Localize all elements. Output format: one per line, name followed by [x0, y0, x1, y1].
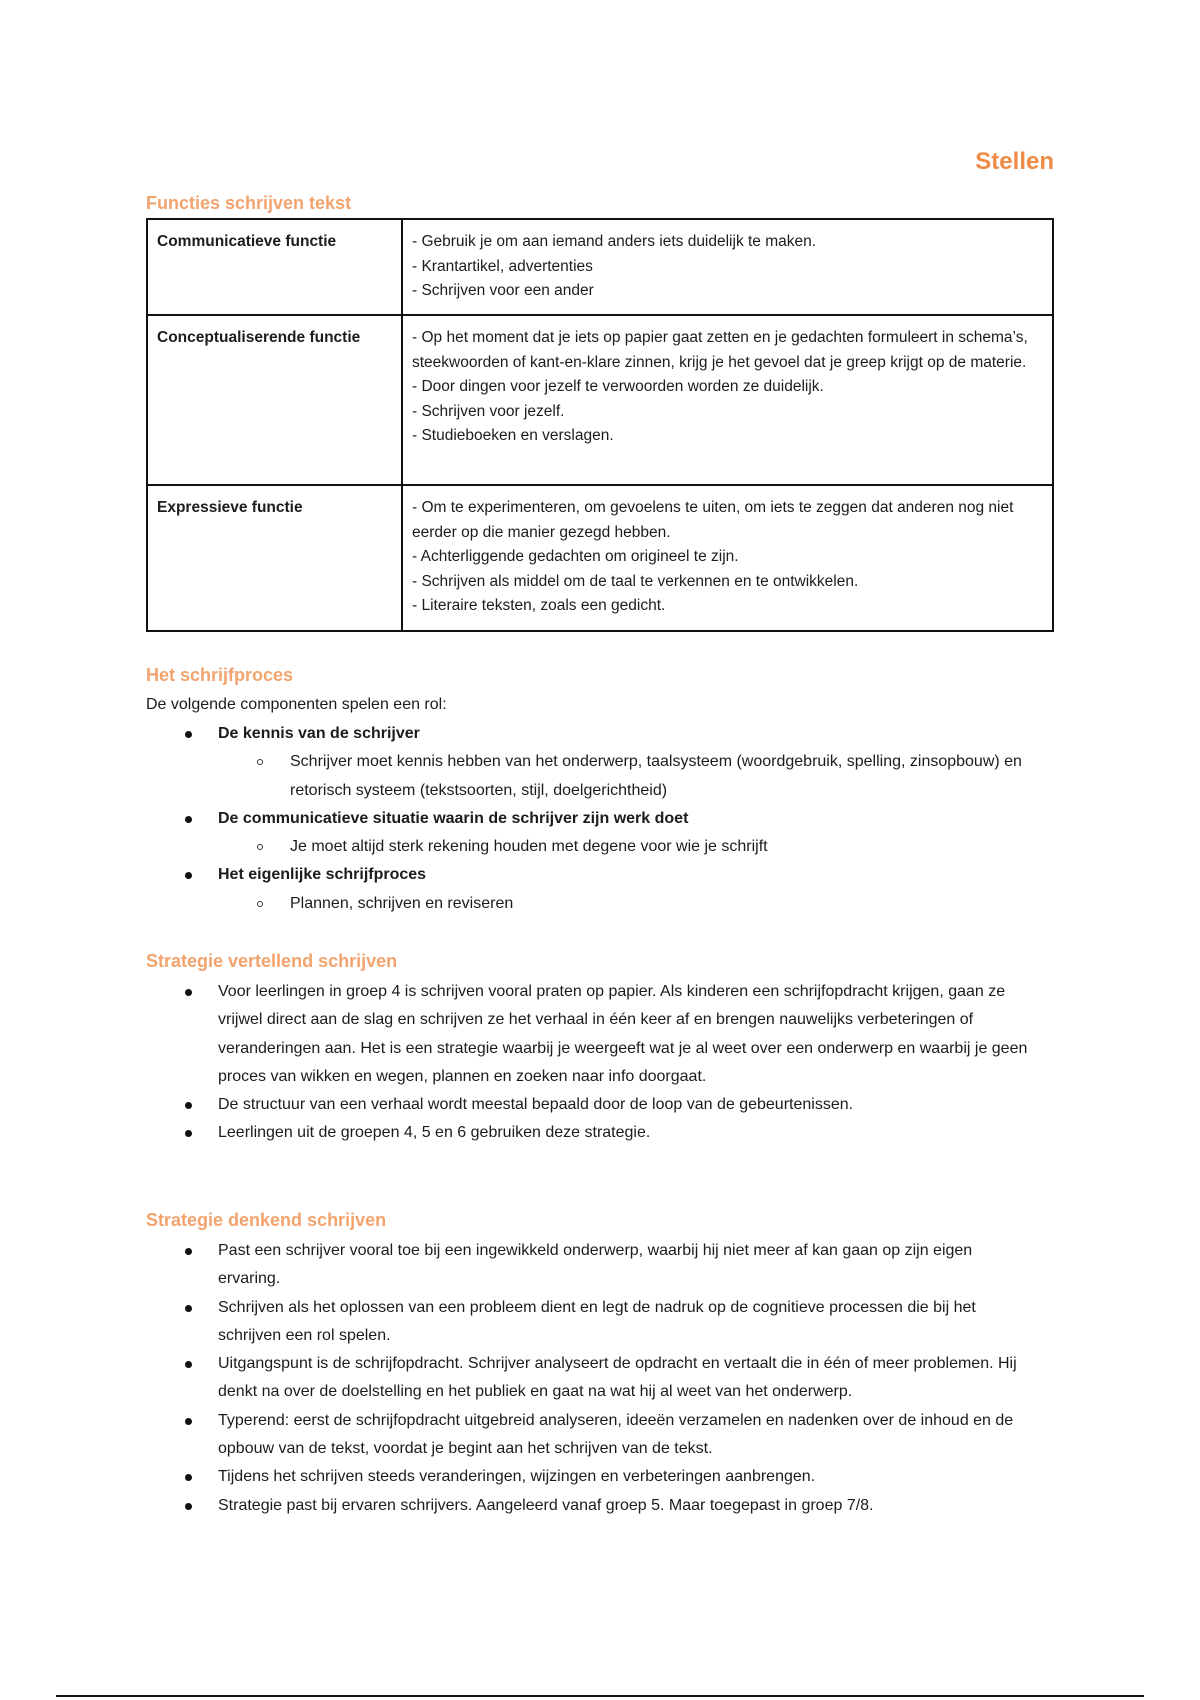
functies-table: [146, 218, 1054, 632]
description-line: - Schrijven voor een ander: [412, 282, 594, 299]
document-title: Stellen: [975, 148, 1054, 175]
section-heading-denkend: Strategie denkend schrijven: [146, 1210, 387, 1230]
schrijfproces-list: [146, 720, 1054, 918]
list-item: Past een schrijver vooral toe bij een ingewikkeld onderwerp, waarbij hij niet meer af kan gaan op zijn eigen ervaring.: [146, 1237, 1036, 1294]
denkend-list: [146, 1237, 1036, 1520]
table-row: [147, 315, 1053, 485]
list-item: Strategie past bij ervaren schrijvers. Aangeleerd vanaf groep 5. Maar toegepast in groep 7/8.: [146, 1492, 1036, 1520]
description-line: - Krantartikel, advertenties: [412, 257, 593, 275]
description-line: - Studieboeken en verslagen.: [412, 427, 614, 444]
description-line: - Literaire teksten, zoals een gedicht.: [412, 597, 666, 614]
list-item: [146, 861, 1054, 918]
description-line: - Op het moment dat je iets op papier gaat zetten en je gedachten formuleert in schema’s, steekwoorden of kant-en-klare zinnen, krijg je het gevoel dat je greep krijgt op de materie.: [412, 329, 1028, 371]
sub-list-item: Plannen, schrijven en reviseren: [218, 890, 1054, 918]
table-row: [147, 485, 1053, 631]
function-description: [402, 315, 1053, 485]
section-heading-functies: Functies schrijven tekst: [146, 193, 352, 213]
function-description: [402, 219, 1053, 315]
table-row: [147, 219, 1053, 315]
section-heading-schrijfproces: Het schrijfproces: [146, 665, 294, 685]
list-item: Schrijven als het oplossen van een probleem dient en legt de nadruk op de cognitieve processen die bij het schrijven een rol spelen.: [146, 1294, 1036, 1351]
description-line: - Om te experimenteren, om gevoelens te uiten, om iets te zeggen dat anderen nog niet eerder op die manier gezegd hebben.: [412, 499, 1014, 541]
description-line: - Gebruik je om aan iemand anders iets duidelijk te maken.: [412, 233, 817, 250]
list-item: Uitgangspunt is de schrijfopdracht. Schrijver analyseert de opdracht en vertaalt die in één of meer problemen. Hij denkt na over de doelstelling en het publiek en gaat na wat hij al weet van het onderwerp.: [146, 1350, 1036, 1407]
schrijfproces-intro: De volgende componenten spelen een rol:: [146, 696, 447, 713]
function-label: Communicatieve functie: [147, 219, 402, 315]
list-item: [146, 720, 1054, 805]
sub-list: [218, 833, 1054, 861]
sub-list-item: Schrijver moet kennis hebben van het onderwerp, taalsysteem (woordgebruik, spelling, zinsopbouw) en retorisch systeem (tekstsoorten, stijl, doelgerichtheid): [218, 748, 1054, 805]
list-item: Typerend: eerst de schrijfopdracht uitgebreid analyseren, ideeën verzamelen en nadenken over de inhoud en de opbouw van de tekst, voordat je begint aan het schrijven van de tekst.: [146, 1407, 1036, 1464]
section-heading-vertellend: Strategie vertellend schrijven: [146, 951, 398, 971]
function-label: Conceptualiserende functie: [147, 315, 402, 485]
sub-list: [218, 748, 1054, 805]
list-item-label: Het eigenlijke schrijfproces: [218, 866, 427, 884]
sub-list: [218, 890, 1054, 918]
list-item: [146, 805, 1054, 862]
list-item: Tijdens het schrijven steeds veranderingen, wijzingen en verbeteringen aanbrengen.: [146, 1463, 1036, 1491]
list-item-label: De communicatieve situatie waarin de schrijver zijn werk doet: [218, 809, 689, 827]
sub-list-item: Je moet altijd sterk rekening houden met degene voor wie je schrijft: [218, 833, 1054, 861]
function-label: Expressieve functie: [147, 485, 402, 631]
description-line: - Door dingen voor jezelf te verwoorden worden ze duidelijk.: [412, 378, 824, 395]
list-item: Leerlingen uit de groepen 4, 5 en 6 gebruiken deze strategie.: [146, 1119, 1036, 1147]
description-line: - Achterliggende gedachten om origineel te zijn.: [412, 548, 739, 565]
footer-divider: [56, 1695, 1144, 1697]
description-line: - Schrijven als middel om de taal te verkennen en te ontwikkelen.: [412, 572, 859, 590]
list-item: De structuur van een verhaal wordt meestal bepaald door de loop van de gebeurtenissen.: [146, 1091, 1036, 1119]
list-item: Voor leerlingen in groep 4 is schrijven vooral praten op papier. Als kinderen een schrijfopdracht krijgen, gaan ze vrijwel direct aan de slag en schrijven ze het verhaal in één keer af en brengen nauwelijks verbeteringen of veranderingen aan. Het is een strategie waarbij je weergeeft wat je al weet over een onderwerp en waarbij je geen proces van wikken en wegen, plannen en zoeken naar info doorgaat.: [146, 978, 1036, 1091]
list-item-label: De kennis van de schrijver: [218, 725, 420, 742]
description-line: - Schrijven voor jezelf.: [412, 402, 565, 420]
function-description: [402, 485, 1053, 631]
vertellend-list: [146, 978, 1036, 1148]
